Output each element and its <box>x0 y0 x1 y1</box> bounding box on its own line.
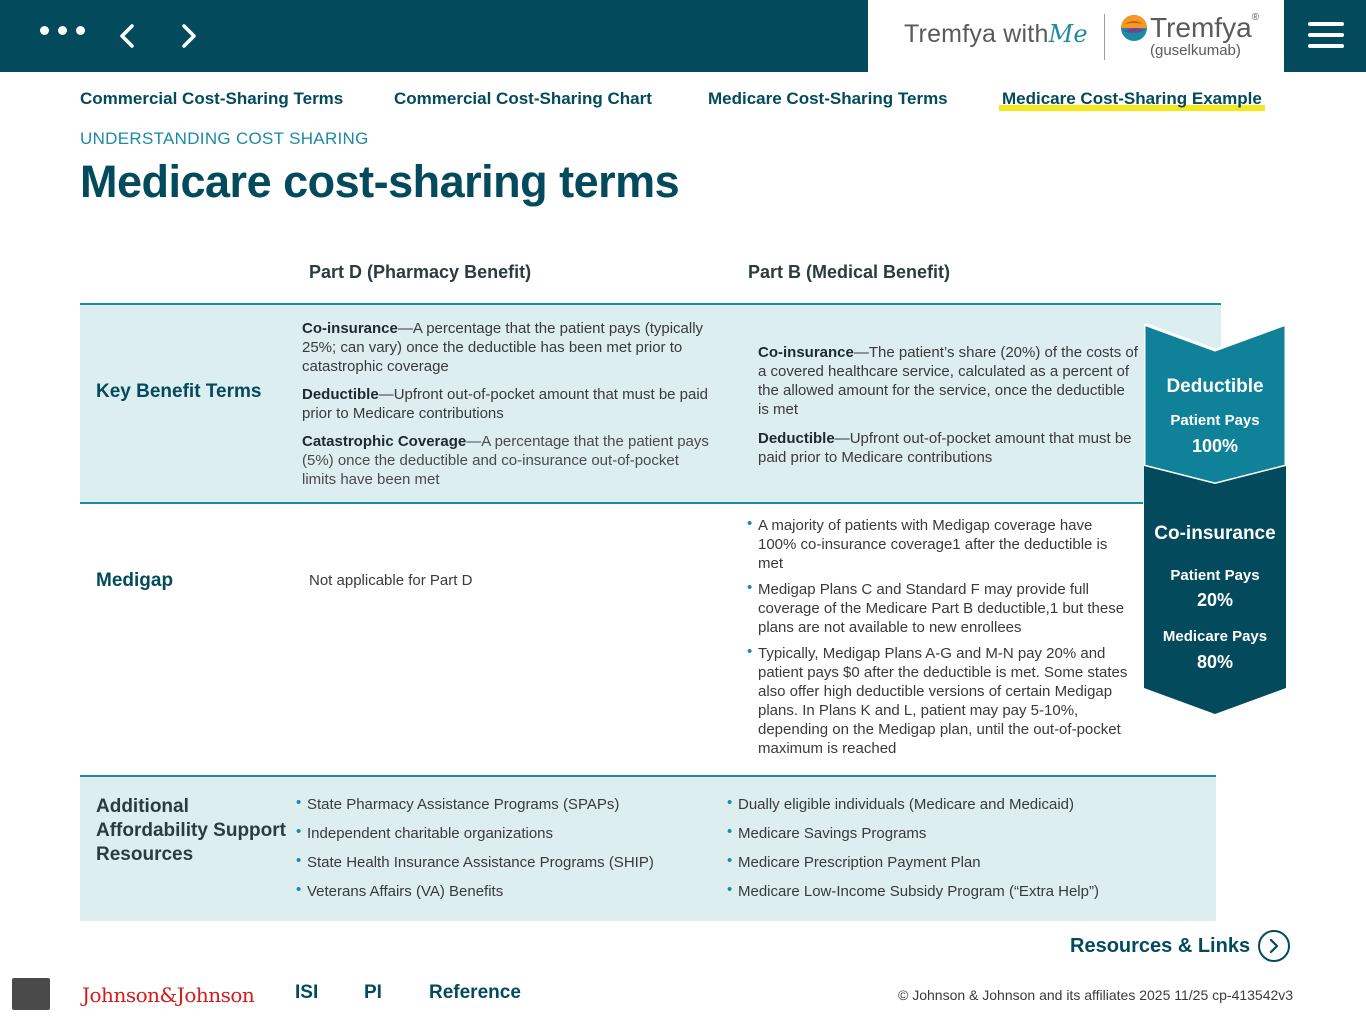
top-bar <box>0 0 1366 72</box>
subnav-commercial-terms[interactable]: Commercial Cost-Sharing Terms <box>80 89 344 108</box>
footer-link-pi[interactable]: PI <box>364 982 382 1003</box>
list-item: • Dually eligible individuals (Medicare and Medicaid) <box>727 795 1197 814</box>
footer-tray-button[interactable] <box>12 978 50 1010</box>
resources-links-button[interactable] <box>1070 930 1290 962</box>
coinsurance-title: Co-insurance <box>1154 523 1276 544</box>
list-item: • A majority of patients with Medigap coverage have 100% co-insurance coverage1 after the deductible is met <box>747 516 1132 573</box>
footer-link-reference[interactable]: Reference <box>429 982 521 1003</box>
coinsurance-chevron <box>1144 466 1286 714</box>
part-d-key-terms <box>302 319 710 498</box>
list-item: • Medigap Plans C and Standard F may provide full coverage of the Medicare Part B deductible,1 but these plans are not available to new enrollees <box>747 580 1132 637</box>
subnav-medicare-example[interactable]: Medicare Cost-Sharing Example <box>999 89 1265 111</box>
section-eyebrow: UNDERSTANDING COST SHARING <box>80 129 369 148</box>
copyright-text: © Johnson & Johnson and its affiliates 2025 11/25 cp-413542v3 <box>898 987 1294 1003</box>
subnav-medicare-terms[interactable]: Medicare Cost-Sharing Terms <box>708 89 948 108</box>
row-label-additional: Additional Affordability Support Resources <box>96 796 286 865</box>
brand-logo-area <box>868 0 1284 72</box>
logo-divider <box>1104 14 1105 60</box>
deductible-chevron <box>1144 324 1286 484</box>
part-b-medigap-list <box>747 516 1132 765</box>
list-item: • State Pharmacy Assistance Programs (SPAPs) <box>296 795 716 814</box>
deductible-patient-value: 100% <box>1191 436 1239 456</box>
coinsurance-patient-label: Patient Pays <box>1170 567 1260 584</box>
part-b-term-deductible: Deductible—Upfront out-of-pocket amount that must be paid prior to Medicare contributions <box>758 430 1132 466</box>
list-item: • Medicare Low-Income Subsidy Program (“Extra Help”) <box>727 882 1197 901</box>
column-header-part-d: Part D (Pharmacy Benefit) <box>309 262 532 282</box>
part-d-term-coinsurance: Co-insurance—A percentage that the patient pays (typically 25%; can vary) once the deductible has been met prior to catastrophic coverage <box>302 320 704 375</box>
column-header-part-b: Part B (Medical Benefit) <box>748 262 951 282</box>
more-dots-icon[interactable] <box>40 26 85 35</box>
row-label-medigap: Medigap <box>96 570 174 591</box>
row-divider <box>80 502 1143 504</box>
section-subnav <box>80 89 1278 113</box>
part-b-key-terms <box>758 343 1138 476</box>
list-item: • Independent charitable organizations <box>296 824 716 843</box>
hamburger-menu-icon[interactable] <box>1284 0 1366 72</box>
chevron-right-circle-icon <box>1258 930 1290 962</box>
part-d-term-catastrophic: Catastrophic Coverage—A percentage that the patient pays (5%) once the deductible and co-insurance out-of-pocket limits have been met <box>302 433 709 488</box>
part-b-resources-list <box>727 795 1197 911</box>
resources-links-label: Resources & Links <box>1070 934 1251 957</box>
part-d-term-deductible: Deductible—Upfront out-of-pocket amount that must be paid prior to Medicare contributions <box>302 386 709 422</box>
deductible-patient-label: Patient Pays <box>1170 412 1260 429</box>
johnson-johnson-logo: Johnson&Johnson <box>82 983 255 1007</box>
list-item: • Veterans Affairs (VA) Benefits <box>296 882 716 901</box>
list-item: • Typically, Medigap Plans A-G and M-N pay 20% and patient pays $0 after the deductible is met. Some states also offer high deductible versions of certain Medigap plans. In Plans K and L, patient may pay 5-10%, depending on the Medigap plan, until the out-of-pocket maximum is reached <box>747 644 1132 758</box>
row-label-key-terms: Key Benefit Terms <box>96 381 262 402</box>
part-d-medigap: Not applicable for Part D <box>309 572 473 589</box>
list-item: • State Health Insurance Assistance Programs (SHIP) <box>296 853 716 872</box>
tremfya-logo: Tremfya® <box>1150 12 1260 43</box>
part-b-term-coinsurance: Co-insurance—The patient’s share (20%) of the costs of a covered healthcare service, calculated as a percent of the allowed amount for the service, once the deductible is met <box>758 344 1138 418</box>
logo-generic-name: (guselkumab) <box>1150 42 1241 59</box>
chevron-right-icon[interactable] <box>172 20 204 52</box>
deductible-title: Deductible <box>1166 376 1264 397</box>
coinsurance-patient-value: 20% <box>1196 590 1234 610</box>
page-title: Medicare cost-sharing terms <box>80 156 680 207</box>
coinsurance-medicare-value: 80% <box>1196 652 1234 672</box>
chevron-left-icon[interactable] <box>112 20 144 52</box>
list-item: • Medicare Prescription Payment Plan <box>727 853 1197 872</box>
part-d-resources-list <box>296 795 716 911</box>
deductible-chevron-shape <box>1144 324 1286 484</box>
subnav-commercial-chart[interactable]: Commercial Cost-Sharing Chart <box>394 89 652 108</box>
tremfya-withme-logo: Tremfya withMe <box>904 20 1088 48</box>
tremfya-logo-mark-icon <box>1120 14 1148 42</box>
footer-link-isi[interactable]: ISI <box>295 982 319 1003</box>
coinsurance-medicare-label: Medicare Pays <box>1162 628 1268 645</box>
list-item: • Medicare Savings Programs <box>727 824 1197 843</box>
